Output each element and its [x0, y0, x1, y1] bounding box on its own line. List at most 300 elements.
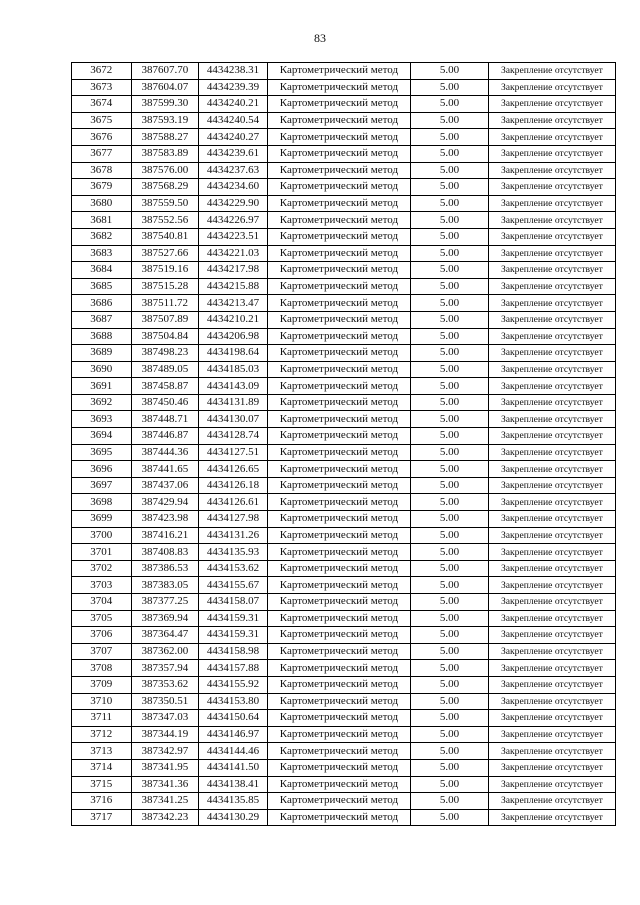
- table-row: [72, 444, 616, 461]
- table-row: [72, 643, 616, 660]
- point-number-cell: 3699: [72, 511, 132, 528]
- point-number-cell: 3687: [72, 311, 132, 328]
- table-row: [72, 710, 616, 727]
- fixation-cell: Закрепление отсутствует: [488, 345, 615, 362]
- method-cell: Картометрический метод: [267, 378, 410, 395]
- y-coordinate-cell: 4434153.80: [199, 693, 268, 710]
- method-cell: Картометрический метод: [267, 295, 410, 312]
- fixation-cell: Закрепление отсутствует: [488, 328, 615, 345]
- method-cell: Картометрический метод: [267, 560, 410, 577]
- y-coordinate-cell: 4434217.98: [199, 262, 268, 279]
- y-coordinate-cell: 4434135.85: [199, 793, 268, 810]
- y-coordinate-cell: 4434229.90: [199, 195, 268, 212]
- x-coordinate-cell: 387353.62: [131, 676, 199, 693]
- method-cell: Картометрический метод: [267, 693, 410, 710]
- point-number-cell: 3701: [72, 544, 132, 561]
- fixation-cell: Закрепление отсутствует: [488, 245, 615, 262]
- method-cell: Картометрический метод: [267, 676, 410, 693]
- method-cell: Картометрический метод: [267, 776, 410, 793]
- accuracy-cell: 5.00: [411, 527, 489, 544]
- point-number-cell: 3693: [72, 411, 132, 428]
- accuracy-cell: 5.00: [411, 129, 489, 146]
- x-coordinate-cell: 387386.53: [131, 560, 199, 577]
- accuracy-cell: 5.00: [411, 610, 489, 627]
- method-cell: Картометрический метод: [267, 345, 410, 362]
- fixation-cell: Закрепление отсутствует: [488, 179, 615, 196]
- x-coordinate-cell: 387341.36: [131, 776, 199, 793]
- table-row: [72, 79, 616, 96]
- accuracy-cell: 5.00: [411, 660, 489, 677]
- method-cell: Картометрический метод: [267, 710, 410, 727]
- y-coordinate-cell: 4434159.31: [199, 610, 268, 627]
- y-coordinate-cell: 4434237.63: [199, 162, 268, 179]
- fixation-cell: Закрепление отсутствует: [488, 793, 615, 810]
- x-coordinate-cell: 387583.89: [131, 145, 199, 162]
- x-coordinate-cell: 387416.21: [131, 527, 199, 544]
- x-coordinate-cell: 387362.00: [131, 643, 199, 660]
- x-coordinate-cell: 387458.87: [131, 378, 199, 395]
- y-coordinate-cell: 4434135.93: [199, 544, 268, 561]
- coordinates-table-body: [72, 63, 616, 826]
- x-coordinate-cell: 387344.19: [131, 726, 199, 743]
- accuracy-cell: 5.00: [411, 394, 489, 411]
- y-coordinate-cell: 4434158.98: [199, 643, 268, 660]
- x-coordinate-cell: 387588.27: [131, 129, 199, 146]
- table-row: [72, 278, 616, 295]
- table-row: [72, 461, 616, 478]
- table-row: [72, 726, 616, 743]
- accuracy-cell: 5.00: [411, 544, 489, 561]
- y-coordinate-cell: 4434126.18: [199, 477, 268, 494]
- fixation-cell: Закрепление отсутствует: [488, 79, 615, 96]
- fixation-cell: Закрепление отсутствует: [488, 461, 615, 478]
- x-coordinate-cell: 387408.83: [131, 544, 199, 561]
- y-coordinate-cell: 4434239.61: [199, 145, 268, 162]
- method-cell: Картометрический метод: [267, 743, 410, 760]
- method-cell: Картометрический метод: [267, 444, 410, 461]
- point-number-cell: 3717: [72, 809, 132, 826]
- method-cell: Картометрический метод: [267, 79, 410, 96]
- table-row: [72, 676, 616, 693]
- accuracy-cell: 5.00: [411, 477, 489, 494]
- table-row: [72, 328, 616, 345]
- x-coordinate-cell: 387540.81: [131, 228, 199, 245]
- fixation-cell: Закрепление отсутствует: [488, 262, 615, 279]
- point-number-cell: 3710: [72, 693, 132, 710]
- x-coordinate-cell: 387489.05: [131, 361, 199, 378]
- x-coordinate-cell: 387498.23: [131, 345, 199, 362]
- x-coordinate-cell: 387448.71: [131, 411, 199, 428]
- method-cell: Картометрический метод: [267, 63, 410, 80]
- fixation-cell: Закрепление отсутствует: [488, 610, 615, 627]
- fixation-cell: Закрепление отсутствует: [488, 527, 615, 544]
- point-number-cell: 3713: [72, 743, 132, 760]
- point-number-cell: 3702: [72, 560, 132, 577]
- accuracy-cell: 5.00: [411, 195, 489, 212]
- method-cell: Картометрический метод: [267, 145, 410, 162]
- y-coordinate-cell: 4434155.67: [199, 577, 268, 594]
- fixation-cell: Закрепление отсутствует: [488, 627, 615, 644]
- point-number-cell: 3679: [72, 179, 132, 196]
- x-coordinate-cell: 387364.47: [131, 627, 199, 644]
- x-coordinate-cell: 387377.25: [131, 594, 199, 611]
- method-cell: Картометрический метод: [267, 278, 410, 295]
- point-number-cell: 3704: [72, 594, 132, 611]
- table-row: [72, 477, 616, 494]
- table-row: [72, 378, 616, 395]
- y-coordinate-cell: 4434238.31: [199, 63, 268, 80]
- method-cell: Картометрический метод: [267, 96, 410, 113]
- x-coordinate-cell: 387350.51: [131, 693, 199, 710]
- table-row: [72, 228, 616, 245]
- x-coordinate-cell: 387552.56: [131, 212, 199, 229]
- point-number-cell: 3694: [72, 428, 132, 445]
- accuracy-cell: 5.00: [411, 759, 489, 776]
- y-coordinate-cell: 4434127.98: [199, 511, 268, 528]
- fixation-cell: Закрепление отсутствует: [488, 560, 615, 577]
- x-coordinate-cell: 387604.07: [131, 79, 199, 96]
- y-coordinate-cell: 4434155.92: [199, 676, 268, 693]
- x-coordinate-cell: 387342.23: [131, 809, 199, 826]
- point-number-cell: 3691: [72, 378, 132, 395]
- method-cell: Картометрический метод: [267, 228, 410, 245]
- table-row: [72, 295, 616, 312]
- point-number-cell: 3677: [72, 145, 132, 162]
- table-row: [72, 511, 616, 528]
- table-row: [72, 112, 616, 129]
- fixation-cell: Закрепление отсутствует: [488, 212, 615, 229]
- y-coordinate-cell: 4434239.39: [199, 79, 268, 96]
- table-row: [72, 594, 616, 611]
- fixation-cell: Закрепление отсутствует: [488, 162, 615, 179]
- accuracy-cell: 5.00: [411, 96, 489, 113]
- fixation-cell: Закрепление отсутствует: [488, 311, 615, 328]
- fixation-cell: Закрепление отсутствует: [488, 494, 615, 511]
- accuracy-cell: 5.00: [411, 145, 489, 162]
- table-row: [72, 809, 616, 826]
- point-number-cell: 3674: [72, 96, 132, 113]
- y-coordinate-cell: 4434126.61: [199, 494, 268, 511]
- x-coordinate-cell: 387450.46: [131, 394, 199, 411]
- accuracy-cell: 5.00: [411, 162, 489, 179]
- point-number-cell: 3697: [72, 477, 132, 494]
- x-coordinate-cell: 387341.25: [131, 793, 199, 810]
- accuracy-cell: 5.00: [411, 112, 489, 129]
- y-coordinate-cell: 4434128.74: [199, 428, 268, 445]
- y-coordinate-cell: 4434221.03: [199, 245, 268, 262]
- accuracy-cell: 5.00: [411, 262, 489, 279]
- x-coordinate-cell: 387341.95: [131, 759, 199, 776]
- x-coordinate-cell: 387504.84: [131, 328, 199, 345]
- point-number-cell: 3711: [72, 710, 132, 727]
- y-coordinate-cell: 4434223.51: [199, 228, 268, 245]
- fixation-cell: Закрепление отсутствует: [488, 444, 615, 461]
- method-cell: Картометрический метод: [267, 461, 410, 478]
- y-coordinate-cell: 4434127.51: [199, 444, 268, 461]
- method-cell: Картометрический метод: [267, 809, 410, 826]
- accuracy-cell: 5.00: [411, 511, 489, 528]
- y-coordinate-cell: 4434131.26: [199, 527, 268, 544]
- accuracy-cell: 5.00: [411, 710, 489, 727]
- y-coordinate-cell: 4434143.09: [199, 378, 268, 395]
- fixation-cell: Закрепление отсутствует: [488, 693, 615, 710]
- y-coordinate-cell: 4434206.98: [199, 328, 268, 345]
- method-cell: Картометрический метод: [267, 212, 410, 229]
- x-coordinate-cell: 387593.19: [131, 112, 199, 129]
- fixation-cell: Закрепление отсутствует: [488, 112, 615, 129]
- point-number-cell: 3688: [72, 328, 132, 345]
- fixation-cell: Закрепление отсутствует: [488, 577, 615, 594]
- x-coordinate-cell: 387446.87: [131, 428, 199, 445]
- table-row: [72, 394, 616, 411]
- point-number-cell: 3682: [72, 228, 132, 245]
- table-row: [72, 759, 616, 776]
- accuracy-cell: 5.00: [411, 179, 489, 196]
- table-row: [72, 428, 616, 445]
- table-row: [72, 610, 616, 627]
- point-number-cell: 3680: [72, 195, 132, 212]
- fixation-cell: Закрепление отсутствует: [488, 96, 615, 113]
- y-coordinate-cell: 4434158.07: [199, 594, 268, 611]
- accuracy-cell: 5.00: [411, 212, 489, 229]
- method-cell: Картометрический метод: [267, 594, 410, 611]
- method-cell: Картометрический метод: [267, 311, 410, 328]
- table-row: [72, 494, 616, 511]
- y-coordinate-cell: 4434130.29: [199, 809, 268, 826]
- y-coordinate-cell: 4434131.89: [199, 394, 268, 411]
- method-cell: Картометрический метод: [267, 726, 410, 743]
- method-cell: Картометрический метод: [267, 577, 410, 594]
- x-coordinate-cell: 387568.29: [131, 179, 199, 196]
- point-number-cell: 3676: [72, 129, 132, 146]
- method-cell: Картометрический метод: [267, 328, 410, 345]
- point-number-cell: 3708: [72, 660, 132, 677]
- x-coordinate-cell: 387437.06: [131, 477, 199, 494]
- point-number-cell: 3695: [72, 444, 132, 461]
- fixation-cell: Закрепление отсутствует: [488, 809, 615, 826]
- table-row: [72, 63, 616, 80]
- method-cell: Картометрический метод: [267, 361, 410, 378]
- fixation-cell: Закрепление отсутствует: [488, 759, 615, 776]
- method-cell: Картометрический метод: [267, 627, 410, 644]
- y-coordinate-cell: 4434144.46: [199, 743, 268, 760]
- fixation-cell: Закрепление отсутствует: [488, 278, 615, 295]
- method-cell: Картометрический метод: [267, 511, 410, 528]
- y-coordinate-cell: 4434234.60: [199, 179, 268, 196]
- x-coordinate-cell: 387357.94: [131, 660, 199, 677]
- point-number-cell: 3684: [72, 262, 132, 279]
- fixation-cell: Закрепление отсутствует: [488, 776, 615, 793]
- fixation-cell: Закрепление отсутствует: [488, 145, 615, 162]
- table-row: [72, 129, 616, 146]
- table-row: [72, 560, 616, 577]
- accuracy-cell: 5.00: [411, 361, 489, 378]
- y-coordinate-cell: 4434138.41: [199, 776, 268, 793]
- x-coordinate-cell: 387441.65: [131, 461, 199, 478]
- method-cell: Картометрический метод: [267, 112, 410, 129]
- fixation-cell: Закрепление отсутствует: [488, 378, 615, 395]
- y-coordinate-cell: 4434213.47: [199, 295, 268, 312]
- accuracy-cell: 5.00: [411, 228, 489, 245]
- point-number-cell: 3678: [72, 162, 132, 179]
- table-row: [72, 577, 616, 594]
- fixation-cell: Закрепление отсутствует: [488, 676, 615, 693]
- point-number-cell: 3675: [72, 112, 132, 129]
- fixation-cell: Закрепление отсутствует: [488, 394, 615, 411]
- x-coordinate-cell: 387423.98: [131, 511, 199, 528]
- point-number-cell: 3672: [72, 63, 132, 80]
- table-row: [72, 212, 616, 229]
- table-row: [72, 96, 616, 113]
- x-coordinate-cell: 387576.00: [131, 162, 199, 179]
- y-coordinate-cell: 4434130.07: [199, 411, 268, 428]
- method-cell: Картометрический метод: [267, 660, 410, 677]
- page-number: 83: [314, 31, 326, 45]
- point-number-cell: 3696: [72, 461, 132, 478]
- method-cell: Картометрический метод: [267, 195, 410, 212]
- method-cell: Картометрический метод: [267, 759, 410, 776]
- x-coordinate-cell: 387607.70: [131, 63, 199, 80]
- y-coordinate-cell: 4434141.50: [199, 759, 268, 776]
- table-row: [72, 311, 616, 328]
- coordinates-table: [71, 62, 616, 826]
- fixation-cell: Закрепление отсутствует: [488, 195, 615, 212]
- point-number-cell: 3707: [72, 643, 132, 660]
- fixation-cell: Закрепление отсутствует: [488, 743, 615, 760]
- accuracy-cell: 5.00: [411, 793, 489, 810]
- table-row: [72, 743, 616, 760]
- method-cell: Картометрический метод: [267, 793, 410, 810]
- y-coordinate-cell: 4434210.21: [199, 311, 268, 328]
- point-number-cell: 3681: [72, 212, 132, 229]
- accuracy-cell: 5.00: [411, 295, 489, 312]
- method-cell: Картометрический метод: [267, 394, 410, 411]
- table-row: [72, 527, 616, 544]
- table-row: [72, 776, 616, 793]
- x-coordinate-cell: 387342.97: [131, 743, 199, 760]
- table-row: [72, 411, 616, 428]
- point-number-cell: 3692: [72, 394, 132, 411]
- table-row: [72, 179, 616, 196]
- table-row: [72, 793, 616, 810]
- fixation-cell: Закрепление отсутствует: [488, 477, 615, 494]
- point-number-cell: 3714: [72, 759, 132, 776]
- x-coordinate-cell: 387369.94: [131, 610, 199, 627]
- accuracy-cell: 5.00: [411, 627, 489, 644]
- table-row: [72, 345, 616, 362]
- point-number-cell: 3700: [72, 527, 132, 544]
- x-coordinate-cell: 387515.28: [131, 278, 199, 295]
- x-coordinate-cell: 387599.30: [131, 96, 199, 113]
- accuracy-cell: 5.00: [411, 411, 489, 428]
- x-coordinate-cell: 387383.05: [131, 577, 199, 594]
- point-number-cell: 3703: [72, 577, 132, 594]
- method-cell: Картометрический метод: [267, 544, 410, 561]
- x-coordinate-cell: 387527.66: [131, 245, 199, 262]
- fixation-cell: Закрепление отсутствует: [488, 660, 615, 677]
- accuracy-cell: 5.00: [411, 560, 489, 577]
- x-coordinate-cell: 387347.03: [131, 710, 199, 727]
- method-cell: Картометрический метод: [267, 428, 410, 445]
- point-number-cell: 3686: [72, 295, 132, 312]
- point-number-cell: 3715: [72, 776, 132, 793]
- table-row: [72, 262, 616, 279]
- fixation-cell: Закрепление отсутствует: [488, 295, 615, 312]
- accuracy-cell: 5.00: [411, 577, 489, 594]
- fixation-cell: Закрепление отсутствует: [488, 511, 615, 528]
- table-row: [72, 627, 616, 644]
- point-number-cell: 3698: [72, 494, 132, 511]
- accuracy-cell: 5.00: [411, 444, 489, 461]
- x-coordinate-cell: 387559.50: [131, 195, 199, 212]
- accuracy-cell: 5.00: [411, 79, 489, 96]
- method-cell: Картометрический метод: [267, 527, 410, 544]
- fixation-cell: Закрепление отсутствует: [488, 710, 615, 727]
- fixation-cell: Закрепление отсутствует: [488, 643, 615, 660]
- point-number-cell: 3690: [72, 361, 132, 378]
- accuracy-cell: 5.00: [411, 345, 489, 362]
- table-row: [72, 195, 616, 212]
- y-coordinate-cell: 4434157.88: [199, 660, 268, 677]
- fixation-cell: Закрепление отсутствует: [488, 428, 615, 445]
- table-row: [72, 544, 616, 561]
- accuracy-cell: 5.00: [411, 428, 489, 445]
- method-cell: Картометрический метод: [267, 477, 410, 494]
- method-cell: Картометрический метод: [267, 245, 410, 262]
- accuracy-cell: 5.00: [411, 693, 489, 710]
- accuracy-cell: 5.00: [411, 63, 489, 80]
- point-number-cell: 3709: [72, 676, 132, 693]
- method-cell: Картометрический метод: [267, 179, 410, 196]
- x-coordinate-cell: 387511.72: [131, 295, 199, 312]
- point-number-cell: 3689: [72, 345, 132, 362]
- accuracy-cell: 5.00: [411, 278, 489, 295]
- point-number-cell: 3673: [72, 79, 132, 96]
- accuracy-cell: 5.00: [411, 378, 489, 395]
- point-number-cell: 3683: [72, 245, 132, 262]
- table-row: [72, 245, 616, 262]
- method-cell: Картометрический метод: [267, 162, 410, 179]
- table-row: [72, 361, 616, 378]
- y-coordinate-cell: 4434150.64: [199, 710, 268, 727]
- fixation-cell: Закрепление отсутствует: [488, 726, 615, 743]
- accuracy-cell: 5.00: [411, 676, 489, 693]
- point-number-cell: 3712: [72, 726, 132, 743]
- accuracy-cell: 5.00: [411, 809, 489, 826]
- method-cell: Картометрический метод: [267, 494, 410, 511]
- accuracy-cell: 5.00: [411, 726, 489, 743]
- y-coordinate-cell: 4434198.64: [199, 345, 268, 362]
- y-coordinate-cell: 4434185.03: [199, 361, 268, 378]
- y-coordinate-cell: 4434215.88: [199, 278, 268, 295]
- y-coordinate-cell: 4434126.65: [199, 461, 268, 478]
- method-cell: Картометрический метод: [267, 262, 410, 279]
- fixation-cell: Закрепление отсутствует: [488, 411, 615, 428]
- table-row: [72, 693, 616, 710]
- fixation-cell: Закрепление отсутствует: [488, 228, 615, 245]
- fixation-cell: Закрепление отсутствует: [488, 361, 615, 378]
- y-coordinate-cell: 4434159.31: [199, 627, 268, 644]
- accuracy-cell: 5.00: [411, 461, 489, 478]
- y-coordinate-cell: 4434146.97: [199, 726, 268, 743]
- point-number-cell: 3685: [72, 278, 132, 295]
- y-coordinate-cell: 4434240.27: [199, 129, 268, 146]
- accuracy-cell: 5.00: [411, 311, 489, 328]
- point-number-cell: 3706: [72, 627, 132, 644]
- x-coordinate-cell: 387429.94: [131, 494, 199, 511]
- fixation-cell: Закрепление отсутствует: [488, 544, 615, 561]
- accuracy-cell: 5.00: [411, 776, 489, 793]
